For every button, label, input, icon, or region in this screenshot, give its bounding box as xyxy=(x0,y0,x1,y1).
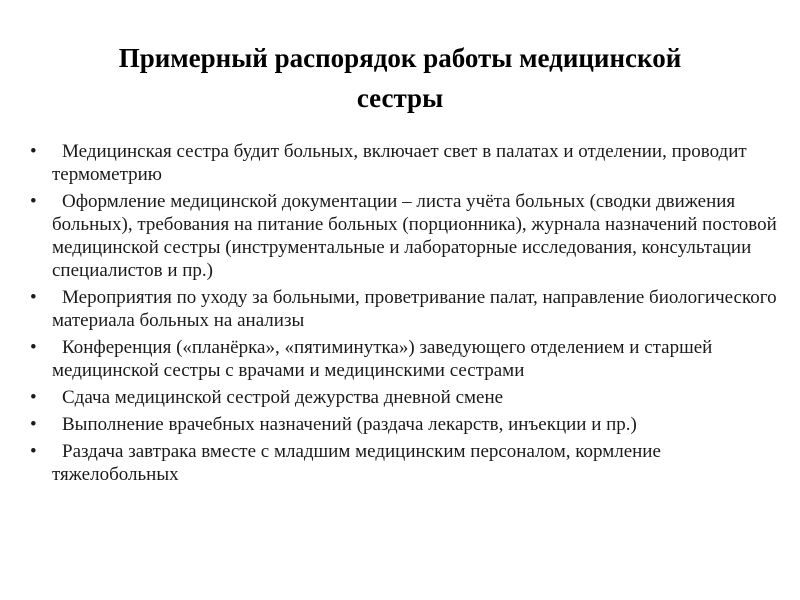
bullet-icon: • xyxy=(30,337,37,358)
bullet-text: Мероприятия по уходу за больными, проветривание палат, направление биологического материала больных на анализы xyxy=(52,287,777,331)
bullet-text: Раздача завтрака вместе с младшим медицинским персоналом, кормление тяжелобольных xyxy=(52,441,661,485)
slide-title xyxy=(60,38,740,118)
bullet-item-patient-care xyxy=(30,286,780,332)
bullet-text: Сдача медицинской сестрой дежурства дневной смене xyxy=(62,387,504,408)
bullet-item-breakfast xyxy=(30,440,780,486)
bullet-icon: • xyxy=(30,414,37,435)
bullet-text: Оформление медицинской документации – листа учёта больных (сводки движения больных), требования на питание больных (порционника), журнала назначений постовой медицинской сестры (инструментальные и лабораторные исследования, консультации специалистов и пр.) xyxy=(52,191,777,281)
bullet-list xyxy=(30,140,780,490)
bullet-item-conference xyxy=(30,336,780,382)
bullet-text: Выполнение врачебных назначений (раздача лекарств, инъекции и пр.) xyxy=(62,414,637,435)
title-line-1: Примерный распорядок работы медицинской xyxy=(118,43,682,73)
bullet-item-prescriptions xyxy=(30,413,780,436)
bullet-item-documentation xyxy=(30,190,780,282)
title-line-2: сестры xyxy=(356,83,444,113)
bullet-icon: • xyxy=(30,191,37,212)
bullet-icon: • xyxy=(30,141,37,162)
bullet-icon: • xyxy=(30,387,37,408)
bullet-item-shift-handover xyxy=(30,386,780,409)
bullet-item-wake-patients xyxy=(30,140,780,186)
bullet-text: Медицинская сестра будит больных, включает свет в палатах и отделении, проводит термометрию xyxy=(52,141,747,185)
bullet-text: Конференция («планёрка», «пятиминутка») заведующего отделением и старшей медицинской сестры с врачами и медицинскими сестрами xyxy=(52,337,713,381)
bullet-icon: • xyxy=(30,287,37,308)
bullet-icon: • xyxy=(30,441,37,462)
